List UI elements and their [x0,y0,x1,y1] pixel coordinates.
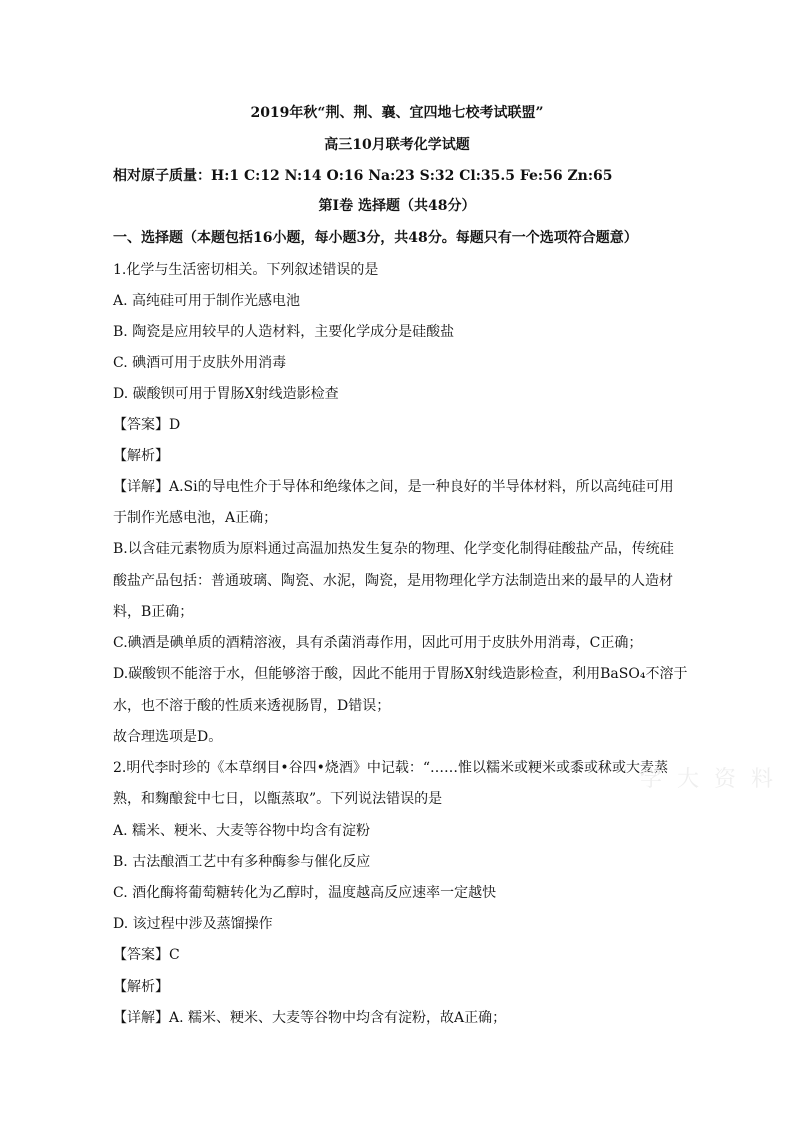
q1-detail-line: 于制作光感电池，A正确； [113,510,278,526]
q1-option-b: B. 陶瓷是应用较早的人造材料，主要化学成分是硅酸盐 [113,324,455,340]
q2-answer: 【答案】C [113,947,180,963]
q1-option-a: A. 高纯硅可用于制作光感电池 [113,293,301,309]
atomic-masses: 相对原子质量：H:1 C:12 N:14 O:16 Na:23 S:32 Cl:35.5 Fe:56 Zn:65 [113,168,613,184]
q2-stem: 2.明代李时珍的《本草纲目•谷四•烧酒》中记载：“……惟以糯米或粳米或黍或秫或大麦蒸 [113,760,669,776]
q1-analysis-label: 【解析】 [113,448,169,464]
q1-detail-line: 【详解】A.Si的导电性介于导体和绝缘体之间，是一种良好的半导体材料，所以高纯硅可用 [113,479,674,495]
q1-option-c: C. 碘酒可用于皮肤外用消毒 [113,355,287,371]
q1-detail-line: 水，也不溶于酸的性质来透视肠胃，D错误； [113,698,391,714]
q1-conclusion: 故合理选项是D。 [113,729,223,745]
q1-stem: 1.化学与生活密切相关。下列叙述错误的是 [113,262,379,278]
q2-stem: 熟，和麴酿瓮中七日，以甑蒸取”。下列说法错误的是 [113,791,443,807]
exam-subtitle: 高三10月联考化学试题 [324,137,470,153]
q1-detail-line: 料，B正确； [113,604,194,620]
q2-option-a: A. 糯米、粳米、大麦等谷物中均含有淀粉 [113,823,371,839]
q2-option-d: D. 该过程中涉及蒸馏操作 [113,916,273,932]
q2-analysis-label: 【解析】 [113,979,169,995]
q2-option-c: C. 酒化酶将葡萄糖转化为乙醇时，温度越高反应速率一定越快 [113,885,497,901]
volume-title: 第Ⅰ卷 选择题（共48分） [318,198,476,214]
q2-option-b: B. 古法酿酒工艺中有多种酶参与催化反应 [113,854,371,870]
q1-detail-line: 酸盐产品包括：普通玻璃、陶瓷、水泥，陶瓷，是用物理化学方法制造出来的最早的人造材 [113,573,673,589]
exam-title: 2019年秋“荆、荆、襄、宜四地七校考试联盟” [250,105,544,121]
q1-detail-line: D.碳酸钡不能溶于水，但能够溶于酸，因此不能用于胃肠X射线造影检查，利用BaSO₄不溶于 [113,666,688,682]
q1-detail-line: B.以含硅元素物质为原料通过高温加热发生复杂的物理、化学变化制得硅酸盐产品，传统硅 [113,541,674,557]
q1-answer: 【答案】D [113,417,181,433]
q1-detail-line: C.碘酒是碘单质的酒精溶液，具有杀菌消毒作用，因此可用于皮肤外用消毒，C正确； [113,635,643,651]
q2-detail-line: 【详解】A. 糯米、粳米、大麦等谷物中均含有淀粉，故A正确； [113,1010,507,1026]
watermark: 学 大 资 料 [640,767,777,792]
section-title: 一、选择题（本题包括16小题，每小题3分，共48分。每题只有一个选项符合题意） [113,230,638,246]
q1-option-d: D. 碳酸钡可用于胃肠X射线造影检查 [113,386,339,402]
